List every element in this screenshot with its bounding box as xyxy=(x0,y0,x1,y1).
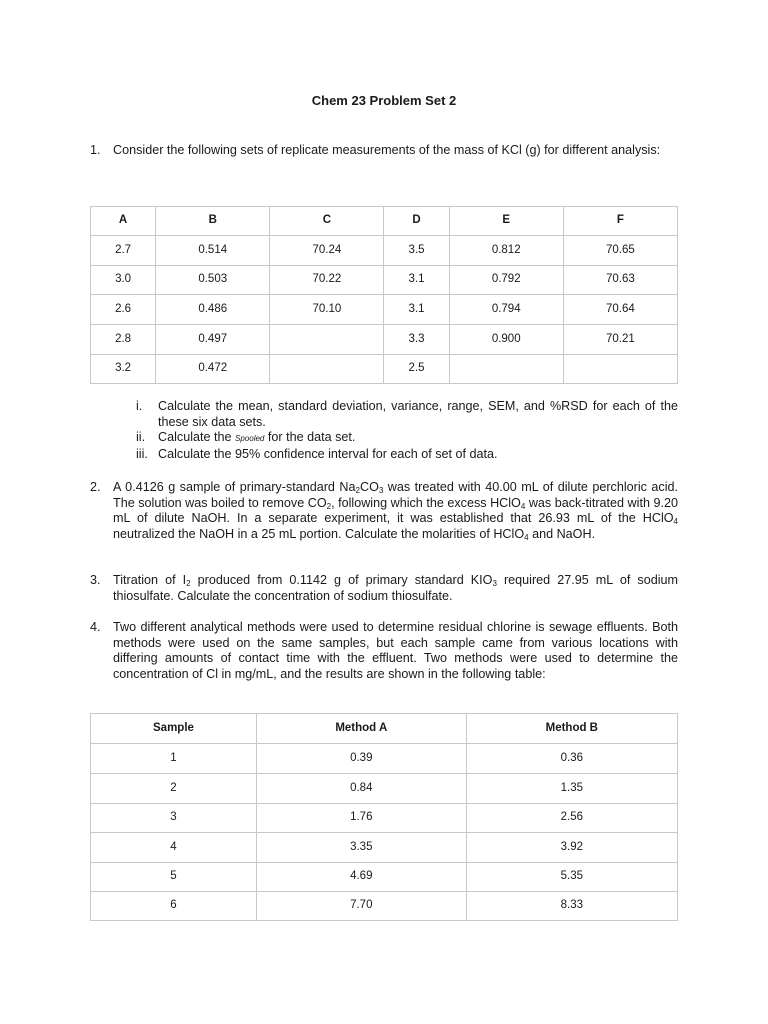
problem-2 xyxy=(90,480,678,542)
table-cell xyxy=(270,355,384,384)
table-cell: 2.8 xyxy=(91,325,156,355)
column-header: D xyxy=(384,207,449,236)
table-cell: 3.5 xyxy=(384,236,449,266)
table-row xyxy=(91,863,678,892)
subscript: 3 xyxy=(492,579,497,588)
table-cell: 0.39 xyxy=(256,744,466,774)
subscript: 2 xyxy=(186,579,191,588)
problem-3 xyxy=(90,573,678,604)
subscript: 2 xyxy=(326,501,332,511)
table-cell: 70.22 xyxy=(270,266,384,295)
table-cell: 0.792 xyxy=(449,266,563,295)
table-cell xyxy=(449,355,563,384)
table-cell xyxy=(563,355,677,384)
table-cell: 2.56 xyxy=(466,804,677,833)
problem-2-number: 2. xyxy=(90,480,101,494)
table-cell: 0.84 xyxy=(256,774,466,804)
column-header: E xyxy=(449,207,563,236)
column-header: C xyxy=(270,207,384,236)
problem-1-text: Consider the following sets of replicate measurements of the mass of KCl (g) for different analysis: xyxy=(113,143,661,157)
column-header: A xyxy=(91,207,156,236)
table-cell: 70.10 xyxy=(270,295,384,325)
table-cell: 0.514 xyxy=(156,236,270,266)
sub-question-iii xyxy=(130,447,678,463)
text-run: required 27.95 mL of sodium thiosulfate. Calculate the concentration of sodium thiosulfate. xyxy=(113,573,678,603)
subscript: 4 xyxy=(520,501,526,511)
table-cell: 3 xyxy=(91,804,257,833)
chlorine-methods-table xyxy=(90,713,678,921)
table-cell: 70.21 xyxy=(563,325,677,355)
text-run: was back-titrated with 9.20 mL of dilute NaOH. In a separate experiment, it was established that 26.93 mL of the HClO xyxy=(113,495,678,526)
table-cell: 0.486 xyxy=(156,295,270,325)
sub-question-i xyxy=(130,399,678,430)
text-run: neutralized the NaOH in a 25 mL portion. Calculate the molarities of HClO xyxy=(113,526,525,541)
table-row xyxy=(91,355,678,384)
column-header: Method A xyxy=(256,714,466,744)
table-cell: 70.64 xyxy=(563,295,677,325)
text-run: was treated with 40.00 mL of dilute perchloric acid. The solution was boiled to remove CO xyxy=(113,480,678,510)
problem-1 xyxy=(90,143,678,159)
sub-question-text: Calculate the mean, standard deviation, variance, range, SEM, and %RSD for each of the these six data sets. xyxy=(158,399,678,429)
table-cell: 6 xyxy=(91,892,257,921)
table-row xyxy=(91,325,678,355)
subscript: 4 xyxy=(673,517,678,527)
table-row xyxy=(91,774,678,804)
table-cell: 1 xyxy=(91,744,257,774)
text-run: A 0.4126 g sample of primary-standard Na xyxy=(113,480,356,494)
problem-4-text: Two different analytical methods were used to determine residual chlorine is sewage effluents. Both methods were used on the same samples, but each sample came from various locations with differing amounts of contact time with the effluent. Two methods were used to determine the concentration of Cl in mg/mL, and the results are shown in the following table: xyxy=(113,620,678,681)
text-run: , following which the excess HClO xyxy=(331,495,521,510)
subscript: 2 xyxy=(355,486,360,495)
table-row xyxy=(91,892,678,921)
table-cell: 2.5 xyxy=(384,355,449,384)
problem-4-number: 4. xyxy=(90,620,101,634)
table-cell: 70.24 xyxy=(270,236,384,266)
table-cell: 1.35 xyxy=(466,774,677,804)
problem-1-number: 1. xyxy=(90,143,101,157)
table-cell: 8.33 xyxy=(466,892,677,921)
subscript: 4 xyxy=(524,532,529,542)
sub-question-ii xyxy=(130,430,678,447)
sub-question-text: Calculate the 95% confidence interval for each of set of data. xyxy=(158,446,498,461)
sub-question-text: Calculate the xyxy=(158,430,232,445)
column-header: Sample xyxy=(91,714,257,744)
table-row xyxy=(91,833,678,863)
table-row xyxy=(91,295,678,325)
sub-question-label: ii. xyxy=(136,430,146,445)
table-cell: 0.497 xyxy=(156,325,270,355)
sub-question-label: i. xyxy=(136,399,143,413)
column-header: B xyxy=(156,207,270,236)
table-row xyxy=(91,804,678,833)
column-header: F xyxy=(563,207,677,236)
problem-3-number: 3. xyxy=(90,573,101,587)
table-header-row xyxy=(91,207,678,236)
text-run: produced from 0.1142 g of primary standard KIO xyxy=(190,573,493,587)
problem-2-text xyxy=(113,480,678,542)
sub-question-list xyxy=(130,399,678,462)
problem-4 xyxy=(90,620,678,682)
table-cell: 0.503 xyxy=(156,266,270,295)
table-cell: 3.0 xyxy=(91,266,156,295)
table-cell: 3.2 xyxy=(91,355,156,384)
text-run: Titration of I xyxy=(113,573,187,587)
table-cell: 2 xyxy=(91,774,257,804)
column-header: Method B xyxy=(466,714,677,744)
table-cell: 2.7 xyxy=(91,236,156,266)
table-cell: 1.76 xyxy=(256,804,466,833)
table-cell: 4 xyxy=(91,833,257,863)
table-cell: 0.36 xyxy=(466,744,677,774)
table-row xyxy=(91,236,678,266)
table-row xyxy=(91,744,678,774)
table-cell: 0.900 xyxy=(449,325,563,355)
table-cell: 0.812 xyxy=(449,236,563,266)
table-cell: 4.69 xyxy=(256,863,466,892)
table-cell: 2.6 xyxy=(91,295,156,325)
table-row xyxy=(91,266,678,295)
text-run: and NaOH. xyxy=(528,526,596,541)
table-header-row xyxy=(91,714,678,744)
sub-question-label: iii. xyxy=(136,446,148,461)
table-cell: 3.1 xyxy=(384,295,449,325)
table-cell: 0.794 xyxy=(449,295,563,325)
s-pooled-symbol: Spooled xyxy=(235,434,265,444)
sub-question-text: for the data set. xyxy=(267,430,356,445)
table-cell: 3.3 xyxy=(384,325,449,355)
table-cell: 3.35 xyxy=(256,833,466,863)
problem-3-text xyxy=(113,573,678,604)
table-cell: 70.65 xyxy=(563,236,677,266)
subscript: 3 xyxy=(378,486,384,495)
table-cell: 7.70 xyxy=(256,892,466,921)
table-cell: 5 xyxy=(91,863,257,892)
text-run: CO xyxy=(359,480,379,494)
table-cell: 70.63 xyxy=(563,266,677,295)
table-cell xyxy=(270,325,384,355)
table-cell: 3.92 xyxy=(466,833,677,863)
page-title: Chem 23 Problem Set 2 xyxy=(311,93,457,108)
table-cell: 3.1 xyxy=(384,266,449,295)
kcl-measurements-table xyxy=(90,206,678,384)
table-cell: 0.472 xyxy=(156,355,270,384)
table-cell: 5.35 xyxy=(466,863,677,892)
